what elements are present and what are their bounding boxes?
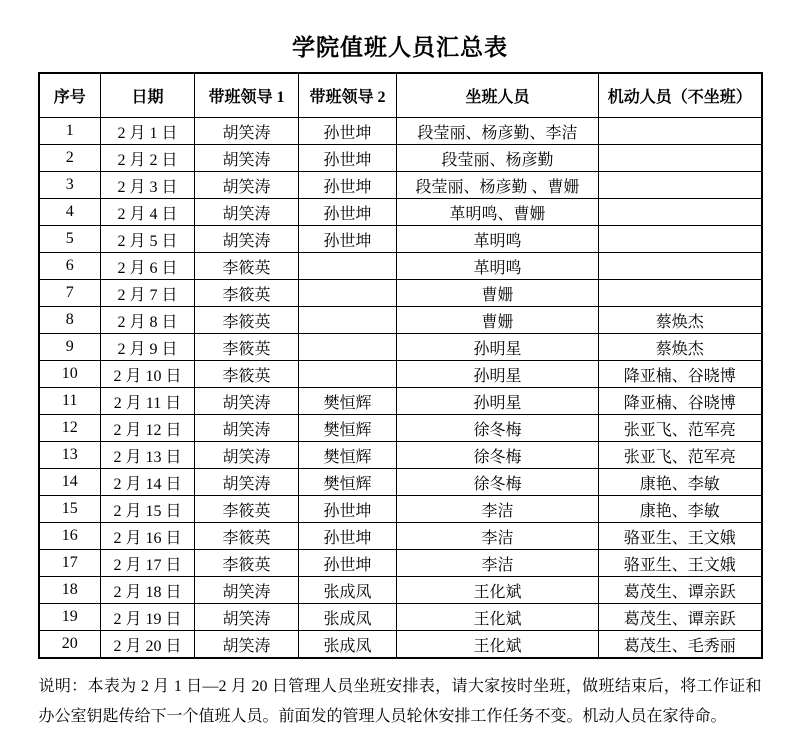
table-row — [39, 307, 762, 334]
table-cell-seq: 11 — [39, 388, 101, 415]
table-cell-leader1: 李筱英 — [195, 334, 299, 361]
table-cell-leader2: 张成凤 — [299, 604, 397, 631]
notes-paragraph: 说明：本表为 2 月 1 日—2 月 20 日管理人员坐班安排表，请大家按时坐班，做班结束后，将工作证和办公室钥匙传给下一个值班人员。前面发的管理人员轮休安排工作任务不变。机动人员在家待命。 — [38, 678, 762, 725]
table-body — [39, 118, 762, 659]
table-cell-mobile — [599, 199, 762, 226]
table-cell-date: 2 月 9 日 — [101, 334, 195, 361]
table-cell-leader1: 李筱英 — [195, 361, 299, 388]
table-cell-leader1: 胡笑涛 — [195, 172, 299, 199]
table-cell-leader2 — [299, 334, 397, 361]
table-cell-seq: 4 — [39, 199, 101, 226]
table-cell-date: 2 月 1 日 — [101, 118, 195, 145]
table-cell-leader1: 胡笑涛 — [195, 199, 299, 226]
table-row — [39, 577, 762, 604]
table-cell-mobile: 康艳、李敏 — [599, 469, 762, 496]
table-cell-date: 2 月 4 日 — [101, 199, 195, 226]
table-cell-seq: 8 — [39, 307, 101, 334]
table-cell-date: 2 月 17 日 — [101, 550, 195, 577]
table-cell-leader2: 张成凤 — [299, 577, 397, 604]
table-row — [39, 523, 762, 550]
table-cell-onduty: 孙明星 — [397, 361, 599, 388]
table-cell-mobile: 康艳、李敏 — [599, 496, 762, 523]
column-header-onduty: 坐班人员 — [397, 73, 599, 118]
table-cell-leader2: 樊恒辉 — [299, 469, 397, 496]
table-cell-mobile: 降亚楠、谷晓博 — [599, 361, 762, 388]
table-cell-leader2: 孙世坤 — [299, 496, 397, 523]
table-cell-date: 2 月 15 日 — [101, 496, 195, 523]
table-cell-mobile: 葛茂生、谭亲跃 — [599, 604, 762, 631]
table-cell-mobile — [599, 253, 762, 280]
table-cell-seq: 19 — [39, 604, 101, 631]
table-cell-onduty: 孙明星 — [397, 334, 599, 361]
table-cell-onduty: 王化斌 — [397, 577, 599, 604]
table-cell-seq: 10 — [39, 361, 101, 388]
table-cell-date: 2 月 3 日 — [101, 172, 195, 199]
table-cell-leader1: 李筱英 — [195, 253, 299, 280]
table-cell-mobile: 蔡焕杰 — [599, 307, 762, 334]
table-cell-mobile — [599, 172, 762, 199]
table-cell-leader1: 胡笑涛 — [195, 226, 299, 253]
table-cell-onduty: 王化斌 — [397, 604, 599, 631]
table-cell-leader1: 胡笑涛 — [195, 631, 299, 659]
table-cell-date: 2 月 12 日 — [101, 415, 195, 442]
table-cell-date: 2 月 2 日 — [101, 145, 195, 172]
table-cell-onduty: 曹姗 — [397, 280, 599, 307]
table-cell-onduty: 段莹丽、杨彦勤、李洁 — [397, 118, 599, 145]
table-cell-seq: 3 — [39, 172, 101, 199]
table-cell-onduty: 徐冬梅 — [397, 415, 599, 442]
table-row — [39, 334, 762, 361]
table-row — [39, 415, 762, 442]
table-cell-seq: 14 — [39, 469, 101, 496]
table-cell-leader2: 孙世坤 — [299, 550, 397, 577]
table-cell-date: 2 月 13 日 — [101, 442, 195, 469]
table-cell-leader2 — [299, 307, 397, 334]
table-cell-leader2: 孙世坤 — [299, 199, 397, 226]
table-cell-onduty: 王化斌 — [397, 631, 599, 659]
table-cell-onduty: 段莹丽、杨彦勤 、曹姗 — [397, 172, 599, 199]
table-cell-onduty: 李洁 — [397, 523, 599, 550]
table-row — [39, 604, 762, 631]
duty-roster-table — [38, 72, 763, 659]
table-cell-mobile — [599, 226, 762, 253]
table-row — [39, 442, 762, 469]
table-cell-date: 2 月 5 日 — [101, 226, 195, 253]
table-cell-leader1: 李筱英 — [195, 523, 299, 550]
table-cell-leader1: 胡笑涛 — [195, 415, 299, 442]
table-cell-date: 2 月 16 日 — [101, 523, 195, 550]
table-cell-onduty: 革明鸣、曹姗 — [397, 199, 599, 226]
table-cell-leader2: 孙世坤 — [299, 172, 397, 199]
table-cell-leader1: 胡笑涛 — [195, 388, 299, 415]
table-cell-onduty: 徐冬梅 — [397, 469, 599, 496]
table-cell-leader2: 孙世坤 — [299, 145, 397, 172]
table-cell-leader1: 李筱英 — [195, 496, 299, 523]
table-cell-date: 2 月 19 日 — [101, 604, 195, 631]
table-row — [39, 226, 762, 253]
table-cell-date: 2 月 6 日 — [101, 253, 195, 280]
table-cell-leader1: 胡笑涛 — [195, 469, 299, 496]
table-cell-seq: 7 — [39, 280, 101, 307]
table-cell-date: 2 月 14 日 — [101, 469, 195, 496]
table-cell-leader2: 孙世坤 — [299, 226, 397, 253]
table-cell-mobile: 骆亚生、王文娥 — [599, 523, 762, 550]
table-row — [39, 631, 762, 659]
column-header-seq: 序号 — [39, 73, 101, 118]
table-cell-mobile: 蔡焕杰 — [599, 334, 762, 361]
table-cell-onduty: 段莹丽、杨彦勤 — [397, 145, 599, 172]
table-row — [39, 469, 762, 496]
table-row — [39, 145, 762, 172]
table-cell-leader1: 胡笑涛 — [195, 145, 299, 172]
table-cell-seq: 13 — [39, 442, 101, 469]
table-cell-onduty: 革明鸣 — [397, 226, 599, 253]
column-header-date: 日期 — [101, 73, 195, 118]
table-row — [39, 253, 762, 280]
table-cell-seq: 12 — [39, 415, 101, 442]
table-cell-mobile — [599, 280, 762, 307]
table-cell-mobile: 张亚飞、范军亮 — [599, 415, 762, 442]
table-cell-leader1: 李筱英 — [195, 307, 299, 334]
column-header-mobile: 机动人员（不坐班） — [599, 73, 762, 118]
table-cell-seq: 6 — [39, 253, 101, 280]
table-row — [39, 118, 762, 145]
table-cell-date: 2 月 8 日 — [101, 307, 195, 334]
table-cell-date: 2 月 10 日 — [101, 361, 195, 388]
table-cell-mobile — [599, 145, 762, 172]
table-cell-leader2: 孙世坤 — [299, 118, 397, 145]
table-cell-seq: 16 — [39, 523, 101, 550]
table-cell-leader2: 樊恒辉 — [299, 388, 397, 415]
table-cell-leader2: 樊恒辉 — [299, 442, 397, 469]
table-row — [39, 199, 762, 226]
table-cell-mobile: 骆亚生、王文娥 — [599, 550, 762, 577]
table-row — [39, 172, 762, 199]
table-row — [39, 388, 762, 415]
table-cell-mobile: 葛茂生、毛秀丽 — [599, 631, 762, 659]
table-row — [39, 280, 762, 307]
table-cell-date: 2 月 7 日 — [101, 280, 195, 307]
table-cell-onduty: 李洁 — [397, 496, 599, 523]
table-row — [39, 361, 762, 388]
page-title: 学院值班人员汇总表 — [292, 35, 508, 60]
table-cell-mobile: 降亚楠、谷晓博 — [599, 388, 762, 415]
table-cell-leader1: 胡笑涛 — [195, 577, 299, 604]
table-header-row — [39, 73, 762, 118]
table-cell-mobile: 张亚飞、范军亮 — [599, 442, 762, 469]
table-cell-leader2 — [299, 361, 397, 388]
table-cell-date: 2 月 18 日 — [101, 577, 195, 604]
table-cell-leader1: 胡笑涛 — [195, 442, 299, 469]
table-cell-leader2 — [299, 253, 397, 280]
table-cell-seq: 1 — [39, 118, 101, 145]
table-cell-onduty: 李洁 — [397, 550, 599, 577]
table-cell-onduty: 徐冬梅 — [397, 442, 599, 469]
table-cell-seq: 5 — [39, 226, 101, 253]
table-cell-leader1: 胡笑涛 — [195, 604, 299, 631]
column-header-leader2: 带班领导 2 — [299, 73, 397, 118]
table-cell-leader2: 张成凤 — [299, 631, 397, 659]
table-cell-onduty: 孙明星 — [397, 388, 599, 415]
table-cell-leader1: 李筱英 — [195, 550, 299, 577]
table-cell-onduty: 革明鸣 — [397, 253, 599, 280]
table-cell-seq: 9 — [39, 334, 101, 361]
table-cell-seq: 20 — [39, 631, 101, 659]
table-row — [39, 496, 762, 523]
column-header-leader1: 带班领导 1 — [195, 73, 299, 118]
table-row — [39, 550, 762, 577]
table-cell-leader2 — [299, 280, 397, 307]
table-cell-leader2: 孙世坤 — [299, 523, 397, 550]
table-cell-leader1: 李筱英 — [195, 280, 299, 307]
table-cell-mobile — [599, 118, 762, 145]
table-cell-date: 2 月 20 日 — [101, 631, 195, 659]
table-cell-onduty: 曹姗 — [397, 307, 599, 334]
table-cell-leader1: 胡笑涛 — [195, 118, 299, 145]
table-cell-seq: 18 — [39, 577, 101, 604]
table-cell-seq: 17 — [39, 550, 101, 577]
table-cell-seq: 15 — [39, 496, 101, 523]
table-cell-seq: 2 — [39, 145, 101, 172]
table-cell-leader2: 樊恒辉 — [299, 415, 397, 442]
table-cell-mobile: 葛茂生、谭亲跃 — [599, 577, 762, 604]
table-cell-date: 2 月 11 日 — [101, 388, 195, 415]
